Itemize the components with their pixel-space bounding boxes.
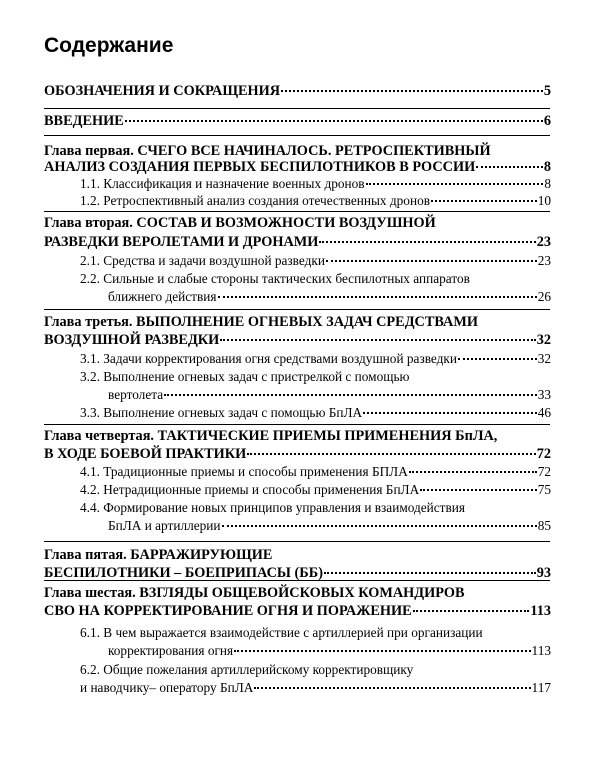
toc-chapter-line[interactable] [44,314,478,332]
toc-page-number: 33 [537,387,551,402]
dot-leader [476,166,543,168]
toc-entry-text: 3.2. Выполнение огневых задач с пристрелкой с помощью [80,369,410,384]
toc-section-line[interactable] [80,500,465,518]
toc-entry-text: Глава шестая. ВЗГЛЯДЫ ОБЩЕВОЙСКОВЫХ КОМАНДИРОВ [44,585,465,601]
toc-section-line[interactable] [80,464,551,482]
toc-entry-text: Глава вторая. СОСТАВ И ВОЗМОЖНОСТИ ВОЗДУШНОЙ [44,215,436,231]
toc-page-number: 75 [537,482,551,497]
toc-page-number: 46 [537,405,551,420]
toc-page-number: 32 [537,351,551,366]
section-divider [44,541,550,542]
toc-entry-text: и наводчику– оператору БпЛА [80,680,254,695]
toc-section-line[interactable] [108,643,551,661]
dot-leader [363,412,537,414]
toc-section-line[interactable] [80,193,551,211]
toc-section-line[interactable] [80,271,470,289]
toc-chapter-line[interactable] [44,113,551,131]
toc-entry-text: В ХОДЕ БОЕВОЙ ПРАКТИКИ [44,446,247,462]
toc-chapter-line[interactable] [44,547,272,565]
toc-entry-text: ОБОЗНАЧЕНИЯ И СОКРАЩЕНИЯ [44,83,281,99]
toc-section-line[interactable] [80,351,551,369]
toc-page-number: 113 [531,643,551,658]
toc-page-number: 93 [536,565,551,581]
dot-leader [431,200,537,202]
toc-section-line[interactable] [80,680,551,698]
toc-entry-text: 6.1. В чем выражается взаимодействие с артиллерией при организации [80,625,483,640]
dot-leader [281,90,543,92]
toc-chapter-line[interactable] [44,159,551,177]
toc-section-line[interactable] [108,387,551,405]
toc-entry-text: Глава первая. СЧЕГО ВСЕ НАЧИНАЛОСЬ. РЕТРОСПЕКТИВНЫЙ [44,143,491,159]
section-divider [44,309,550,310]
section-divider [44,135,550,136]
toc-entry-text: корректирования огня [108,643,234,658]
toc-entry-text: 2.2. Сильные и слабые стороны тактических беспилотных аппаратов [80,271,470,286]
dot-leader [458,358,537,360]
section-divider [44,211,550,212]
toc-entry-text: 4.1. Традиционные приемы и способы применения БПЛА [80,464,408,479]
toc-entry-text: 3.3. Выполнение огневых задач с помощью БпЛА [80,405,363,420]
toc-entry-text: Глава четвертая. ТАКТИЧЕСКИЕ ПРИЕМЫ ПРИМЕНЕНИЯ БпЛА, [44,428,498,444]
toc-entry-text: Глава третья. ВЫПОЛНЕНИЕ ОГНЕВЫХ ЗАДАЧ СРЕДСТВАМИ [44,314,478,330]
page-title: Содержание [44,34,174,57]
toc-page-number: 8 [544,176,551,191]
toc-entry-text: 4.4. Формирование новых принципов управления и взаимодействия [80,500,466,515]
toc-section-line[interactable] [80,662,413,680]
toc-page-number: 10 [537,193,551,208]
toc-page-number: 72 [536,446,551,462]
toc-entry-text: 4.2. Нетрадиционные приемы и способы применения БпЛА [80,482,420,497]
toc-section-line[interactable] [80,253,551,271]
toc-entry-text: ВОЗДУШНОЙ РАЗВЕДКИ [44,332,220,348]
toc-page-number: 113 [530,603,551,619]
toc-page-number: 72 [537,464,551,479]
toc-page-number: 26 [537,289,551,304]
toc-section-line[interactable] [80,625,483,643]
dot-leader [220,339,535,341]
toc-page-number: 5 [543,83,551,99]
toc-page-number: 85 [537,518,551,533]
dot-leader [254,687,530,689]
toc-page-number: 8 [543,159,551,175]
toc-entry-text: БЕСПИЛОТНИКИ – БОЕПРИПАСЫ (ББ) [44,565,323,581]
dot-leader [324,572,536,574]
toc-page-number: 6 [543,113,551,129]
toc-section-line[interactable] [80,405,551,423]
dot-leader [222,525,537,527]
toc-entry-text: АНАЛИЗ СОЗДАНИЯ ПЕРВЫХ БЕСПИЛОТНИКОВ В РОССИИ [44,159,476,175]
toc-section-line[interactable] [80,176,551,194]
dot-leader [409,471,537,473]
dot-leader [413,610,530,612]
toc-chapter-line[interactable] [44,83,551,101]
toc-section-line[interactable] [108,518,551,536]
dot-leader [366,183,544,185]
toc-entry-text: ближнего действия [108,289,217,304]
dot-leader [125,120,543,122]
section-divider [44,424,550,425]
toc-entry-text: 1.2. Ретроспективный анализ создания отечественных дронов [80,193,430,208]
dot-leader [234,650,530,652]
toc-page-number: 23 [537,253,551,268]
toc-entry-text: 2.1. Средства и задачи воздушной разведки [80,253,325,268]
toc-entry-text: вертолета [108,387,164,402]
toc-chapter-line[interactable] [44,428,497,446]
toc-chapter-line[interactable] [44,565,551,583]
toc-entry-text: РАЗВЕДКИ ВЕРОЛЕТАМИ И ДРОНАМИ [44,234,319,250]
toc-entry-text: Глава пятая. БАРРАЖИРУЮЩИЕ [44,547,273,563]
dot-leader [218,296,537,298]
toc-chapter-line[interactable] [44,332,551,350]
section-divider [44,108,550,109]
toc-entry-text: 3.1. Задачи корректирования огня средствами воздушной разведки [80,351,457,366]
dot-leader [164,394,537,396]
toc-section-line[interactable] [80,369,409,387]
toc-chapter-line[interactable] [44,215,436,233]
toc-entry-text: СВО НА КОРРЕКТИРОВАНИЕ ОГНЯ И ПОРАЖЕНИЕ [44,603,412,619]
toc-entry-text: БпЛА и артиллерии [108,518,221,533]
dot-leader [420,489,537,491]
toc-page-number: 32 [536,332,551,348]
toc-entry-text: 6.2. Общие пожелания артиллерийскому корректировщику [80,662,414,677]
dot-leader [319,241,535,243]
toc-chapter-line[interactable] [44,234,551,252]
toc-chapter-line[interactable] [44,603,551,621]
toc-page-number: 23 [536,234,551,250]
dot-leader [247,453,535,455]
toc-section-line[interactable] [80,482,551,500]
toc-chapter-line[interactable] [44,446,551,464]
dot-leader [326,260,537,262]
toc-entry-text: 1.1. Классификация и назначение военных дронов [80,176,365,191]
toc-section-line[interactable] [108,289,551,307]
toc-page-number: 117 [531,680,551,695]
toc-chapter-line[interactable] [44,585,465,603]
toc-entry-text: ВВЕДЕНИЕ [44,113,124,129]
